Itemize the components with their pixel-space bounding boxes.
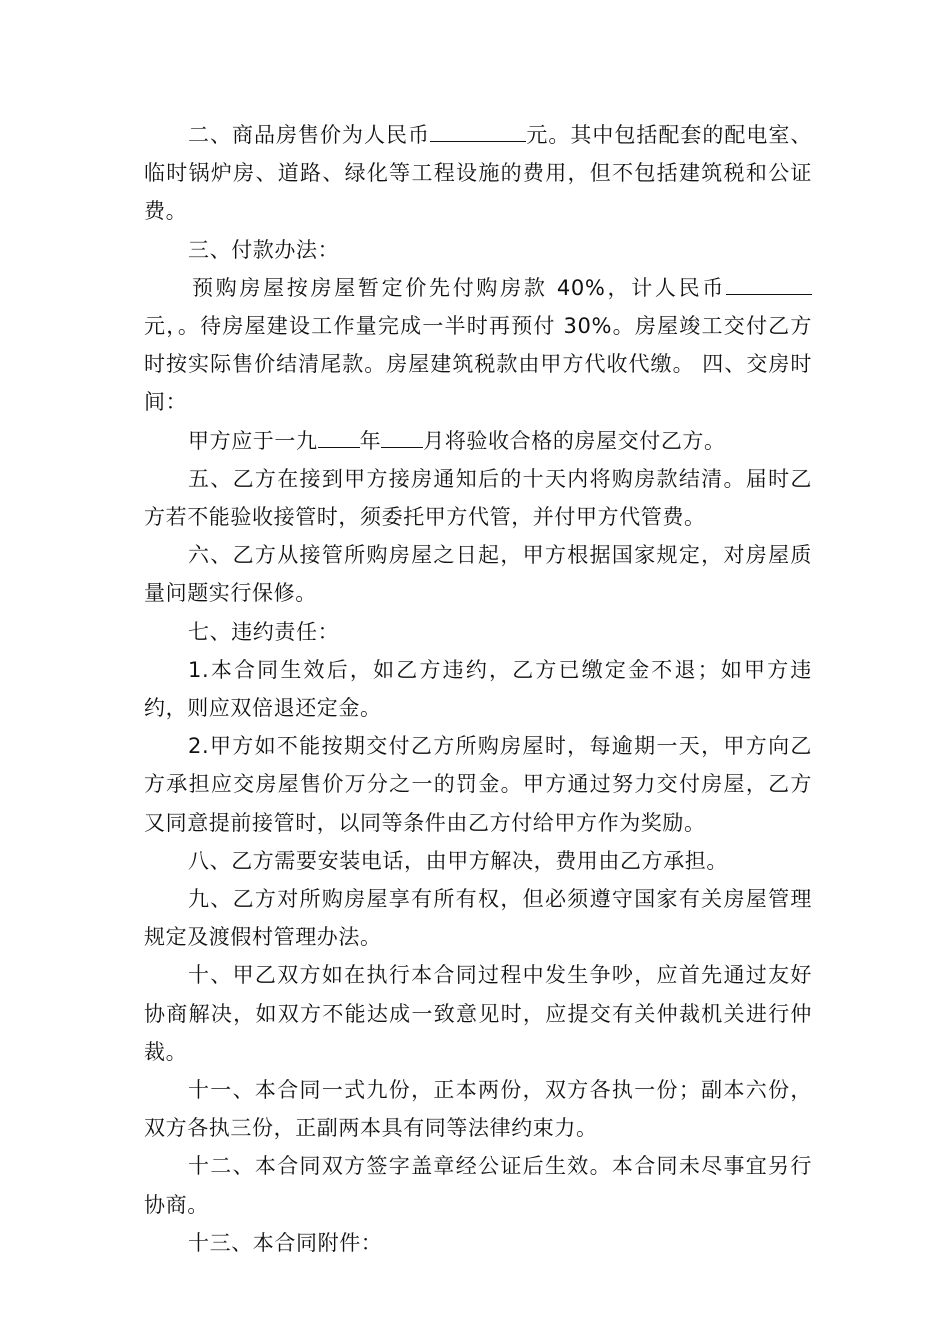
contract-body [144,116,812,1262]
payment-blank [726,274,812,295]
clause-2-text-a: 二、商品房售价为人民币 [188,123,430,147]
clause-5: 五、乙方在接到甲方接房通知后的十天内将购房款结清。届时乙方若不能验收接管时，须委托甲方代管，并付甲方代管费。 [144,466,812,530]
clause-11: 十一、本合同一式九份，正本两份，双方各执一份；副本六份，双方各执三份，正副两本具有同等法律约束力。 [144,1078,812,1141]
clause-7-item-1: 1.本合同生效后，如乙方违约，乙方已缴定金不退；如甲方违约，则应双倍退还定金。 [144,657,812,721]
clause-4-text-a: 甲方应于一九 [188,428,318,453]
clause-10: 十、甲乙双方如在执行本合同过程中发生争吵，应首先通过友好协商解决，如双方不能达成一致意见时，应提交有关仲裁机关进行仲裁。 [144,963,812,1064]
clause-4-text-year: 年 [359,428,382,453]
clause-9: 九、乙方对所购房屋享有所有权，但必须遵守国家有关房屋管理规定及渡假村管理办法。 [144,887,812,950]
clause-7-item-2: 2.甲方如不能按期交付乙方所购房屋时，每逾期一天，甲方向乙方承担应交房屋售价万分之一的罚金。甲方通过努力交付房屋，乙方又同意提前接管时，以同等条件由乙方付给甲方作为奖励。 [144,734,812,835]
clause-8: 八、乙方需要安装电话，由甲方解决，费用由乙方承担。 [188,848,728,873]
clause-3-text-a: 预购房屋按房屋暂定价先付购房款 40%，计人民币 [192,275,726,300]
price-blank [430,121,526,142]
clause-3-heading: 三、付款办法： [188,237,340,262]
year-blank [318,427,360,448]
clause-3-payment [144,269,812,422]
clause-13: 十三、本合同附件： [188,1230,383,1255]
clause-3-text-b: 元，。待房屋建设工作量完成一半时再预付 30%。房屋竣工交付乙方时按实际售价结清尾款。房屋建筑税款由甲方代收代缴。 四、交房时间： [144,314,812,415]
clause-7-heading: 七、违约责任： [188,619,340,644]
clause-6: 六、乙方从接管所购房屋之日起，甲方根据国家规定，对房屋质量问题实行保修。 [144,543,812,606]
clause-2-price [144,116,812,231]
clause-12: 十二、本合同双方签字盖章经公证后生效。本合同未尽事宜另行协商。 [144,1154,812,1217]
clause-4-text-b: 月将验收合格的房屋交付乙方。 [423,428,726,453]
clause-2-text-b: 元。其中包括配套的配电室、临时锅炉房、道路、绿化等工程设施的费用，但不包括建筑税和公证费。 [144,123,812,224]
clause-4-delivery [144,422,812,460]
month-blank [381,427,423,448]
